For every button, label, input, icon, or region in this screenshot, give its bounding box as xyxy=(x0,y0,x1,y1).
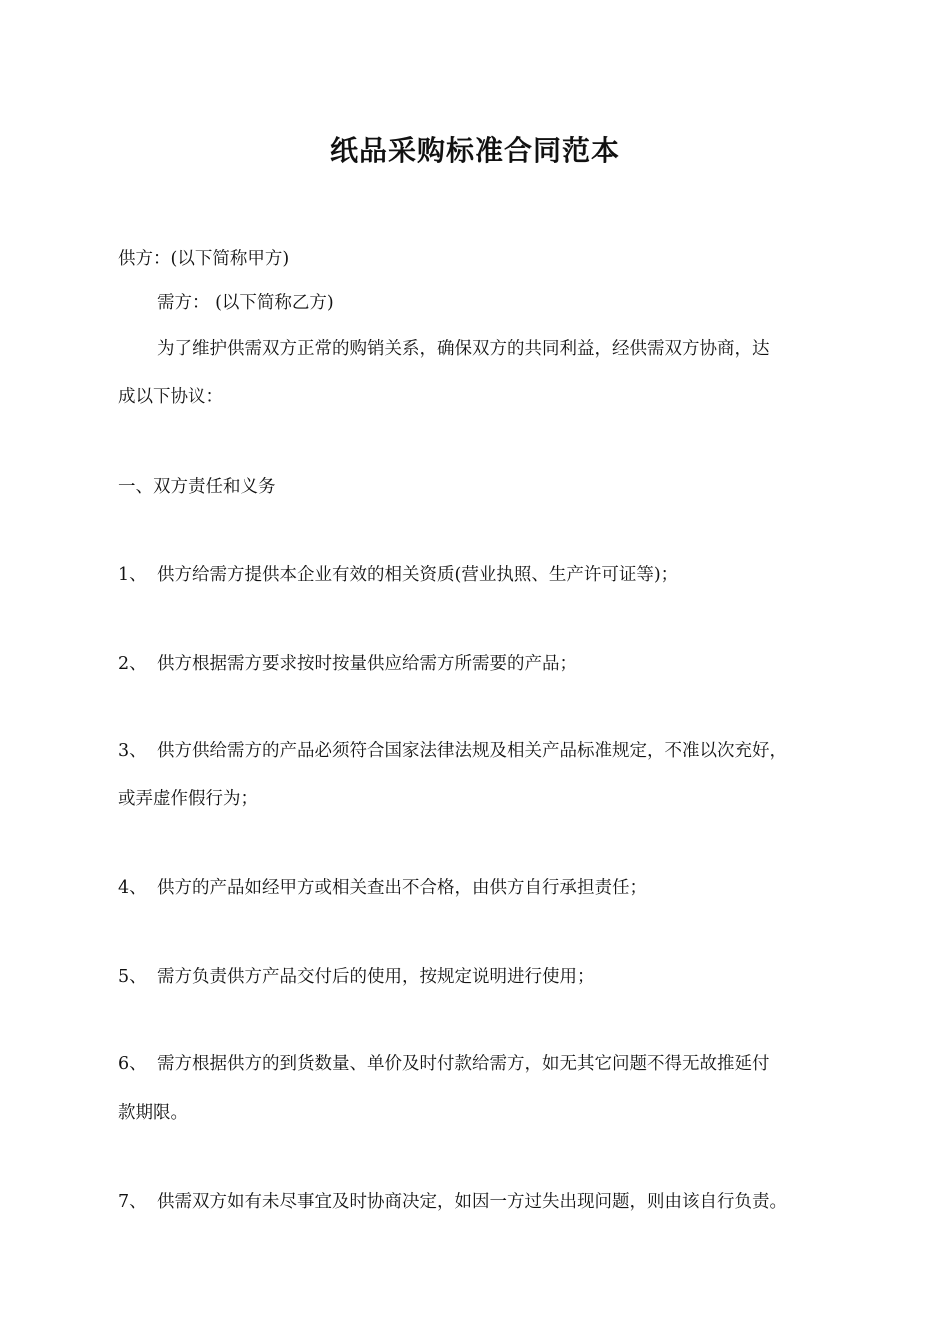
list-item-7 xyxy=(118,1189,787,1215)
list-item-text: 供方根据需方要求按时按量供应给需方所需要的产品； xyxy=(157,654,577,674)
list-item-number: 7、 xyxy=(118,1192,147,1212)
list-item-text: 供方供给需方的产品必须符合国家法律法规及相关产品标准规定，不准以次充好， xyxy=(157,741,787,761)
list-item-1 xyxy=(118,562,678,588)
list-item-number: 3、 xyxy=(118,741,147,761)
list-item-text: 供方的产品如经甲方或相关查出不合格，由供方自行承担责任； xyxy=(157,878,647,898)
list-item-text: 供方给需方提供本企业有效的相关资质(营业执照、生产许可证等)； xyxy=(157,565,679,585)
list-item-2 xyxy=(118,651,577,677)
list-item-number: 4、 xyxy=(118,878,147,898)
list-item-4 xyxy=(118,875,647,901)
document-title: 纸品采购标准合同范本 xyxy=(329,134,620,167)
list-item-number: 2、 xyxy=(118,654,147,674)
list-item-6 xyxy=(118,1051,770,1077)
list-item-text: 供需双方如有未尽事宜及时协商决定，如因一方过失出现问题，则由该自行负责。 xyxy=(157,1192,787,1212)
list-item-3 xyxy=(118,738,787,764)
list-item-text: 需方根据供方的到货数量、单价及时付款给需方，如无其它问题不得无故推延付 xyxy=(157,1054,770,1074)
list-item-number: 5、 xyxy=(118,967,147,987)
section-heading: 一、双方责任和义务 xyxy=(118,477,276,497)
list-item-6-continuation: 款期限。 xyxy=(118,1103,188,1123)
intro-paragraph-line-2: 成以下协议： xyxy=(118,387,223,407)
intro-paragraph-line-1: 为了维护供需双方正常的购销关系，确保双方的共同利益，经供需双方协商，达 xyxy=(157,339,770,359)
list-item-number: 6、 xyxy=(118,1054,147,1074)
buyer-line: 需方： (以下简称乙方) xyxy=(157,293,334,313)
list-item-3-continuation: 或弄虚作假行为； xyxy=(118,789,258,809)
list-item-text: 需方负责供方产品交付后的使用，按规定说明进行使用； xyxy=(157,967,595,987)
list-item-number: 1、 xyxy=(118,565,147,585)
list-item-5 xyxy=(118,964,595,990)
supplier-line: 供方：(以下简称甲方) xyxy=(118,249,290,269)
